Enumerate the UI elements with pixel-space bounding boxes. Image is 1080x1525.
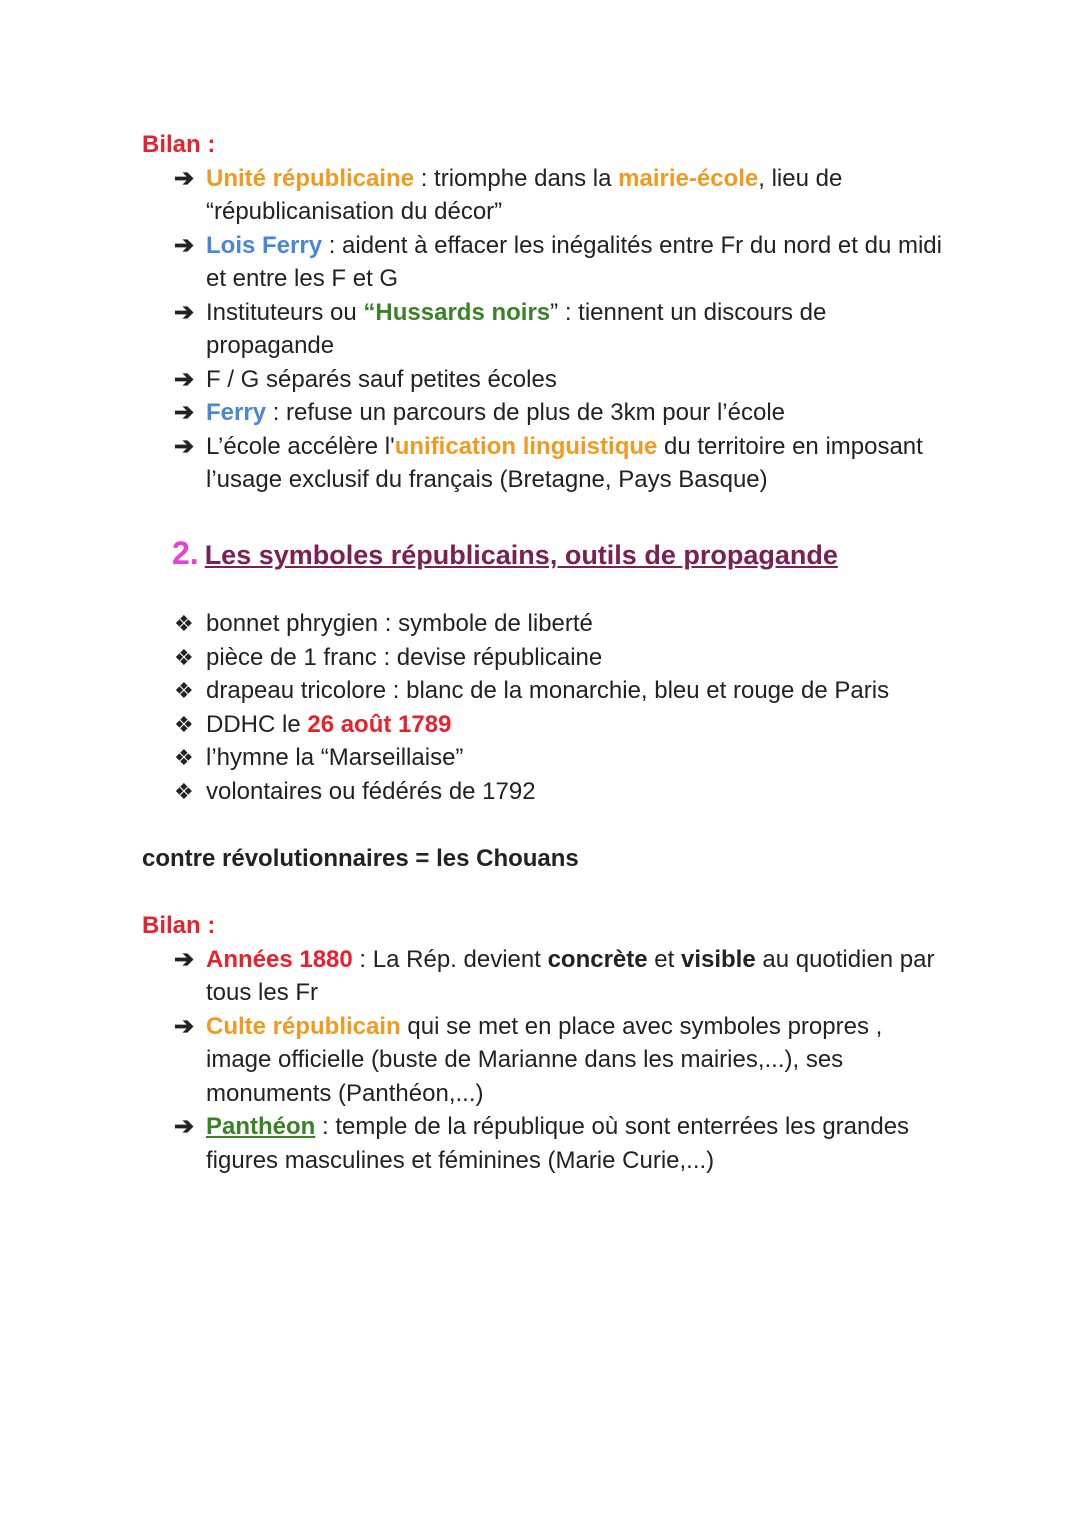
list-item-text: 26 août 1789 (307, 710, 452, 738)
list-item (174, 674, 950, 708)
list-item (174, 363, 950, 397)
list-item (174, 943, 950, 1010)
list-item-text: au quotidien par tous les Fr (206, 945, 935, 1006)
list-item-text: : La Rép. devient (352, 945, 548, 973)
arrow-icon: ➔ (174, 164, 195, 192)
arrow-icon: ➔ (174, 298, 195, 326)
symbols-section (142, 607, 950, 808)
list-item-text: L’école accélère l' (206, 432, 395, 460)
list-item-text: drapeau tricolore : blanc de la monarchie, bleu et rouge de Paris (206, 677, 890, 704)
arrow-icon: ➔ (174, 365, 195, 393)
diamond-bullet-icon: ❖ (174, 778, 194, 804)
bilan-list-2 (142, 943, 950, 1178)
bilan-list-1 (142, 162, 950, 497)
list-item-text: unification linguistique (394, 432, 658, 460)
list-item (174, 1010, 950, 1111)
list-item (174, 296, 950, 363)
bilan-section-1 (142, 128, 950, 497)
list-item (174, 741, 950, 775)
list-item (174, 607, 950, 641)
list-item-text: bonnet phrygien : symbole de liberté (206, 610, 593, 637)
heading-number: 2. (172, 535, 199, 571)
bilan-title-2: Bilan : (142, 912, 216, 939)
list-item (174, 162, 950, 229)
bilan-title-1: Bilan : (142, 131, 216, 158)
diamond-bullet-icon: ❖ (174, 678, 194, 703)
list-item-text: : temple de la république où sont enterrées les grandes figures masculines et féminines (Marie Curie,...) (206, 1113, 910, 1174)
list-item-text: Ferry (206, 399, 267, 426)
list-item-text: concrète (547, 945, 648, 973)
diamond-bullet-icon: ❖ (174, 711, 194, 737)
list-item-text: Panthéon (206, 1113, 316, 1140)
list-item-text: F / G séparés sauf petites écoles (206, 365, 557, 393)
bilan-section-2 (142, 909, 950, 1177)
list-item-text: , lieu de “républicanisation du décor” (206, 164, 843, 225)
arrow-icon: ➔ (174, 399, 195, 426)
list-item-text: : triomphe dans la (414, 164, 619, 192)
list-item (174, 1110, 950, 1177)
arrow-icon: ➔ (174, 1012, 195, 1040)
contre-revolution-line: contre révolutionnaires = les Chouans (142, 845, 579, 872)
list-item-text: volontaires ou fédérés de 1792 (206, 777, 536, 805)
arrow-icon: ➔ (174, 432, 195, 460)
diamond-bullet-icon: ❖ (174, 745, 194, 770)
arrow-icon: ➔ (174, 945, 195, 973)
list-item-text: du territoire en imposant l’usage exclusif du français (Bretagne, Pays Basque) (206, 432, 923, 493)
diamond-bullet-icon: ❖ (174, 644, 194, 670)
list-item (174, 396, 950, 430)
list-item-text: Instituteurs ou (206, 298, 364, 326)
list-item-text: visible (680, 945, 756, 973)
arrow-icon: ➔ (174, 1113, 195, 1140)
list-item-text: qui se met en place avec symboles propres , image officielle (buste de Marianne dans les mairies,...), ses monuments (Panthéon,...) (206, 1012, 883, 1107)
list-item-text: pièce de 1 franc : devise républicaine (206, 643, 603, 671)
list-item-text: Unité républicaine (206, 164, 415, 192)
list-item (174, 229, 950, 296)
diamond-bullet-icon: ❖ (174, 611, 194, 636)
symbols-list (142, 607, 950, 808)
list-item-text: ” : tiennent un discours de propagande (206, 298, 827, 359)
list-item-text: Années 1880 (206, 945, 353, 973)
list-item-text: : refuse un parcours de plus de 3km pour l’école (266, 399, 785, 426)
list-item (174, 708, 950, 742)
arrow-icon: ➔ (174, 231, 195, 259)
list-item (174, 430, 950, 497)
list-item-text: “Hussards noirs (363, 298, 551, 326)
list-item-text: : aident à effacer les inégalités entre Fr du nord et du midi et entre les F et G (206, 231, 942, 292)
section-heading-2 (172, 533, 838, 575)
list-item-text: DDHC le (206, 710, 308, 738)
list-item (174, 775, 950, 809)
list-item-text: Culte républicain (206, 1012, 401, 1040)
list-item-text: mairie-école (618, 164, 759, 192)
list-item-text: et (647, 945, 681, 973)
list-item (174, 641, 950, 675)
list-item-text: Lois Ferry (206, 231, 323, 259)
heading-text: Les symboles républicains, outils de propagande (204, 540, 838, 570)
list-item-text: l’hymne la “Marseillaise” (206, 744, 464, 771)
